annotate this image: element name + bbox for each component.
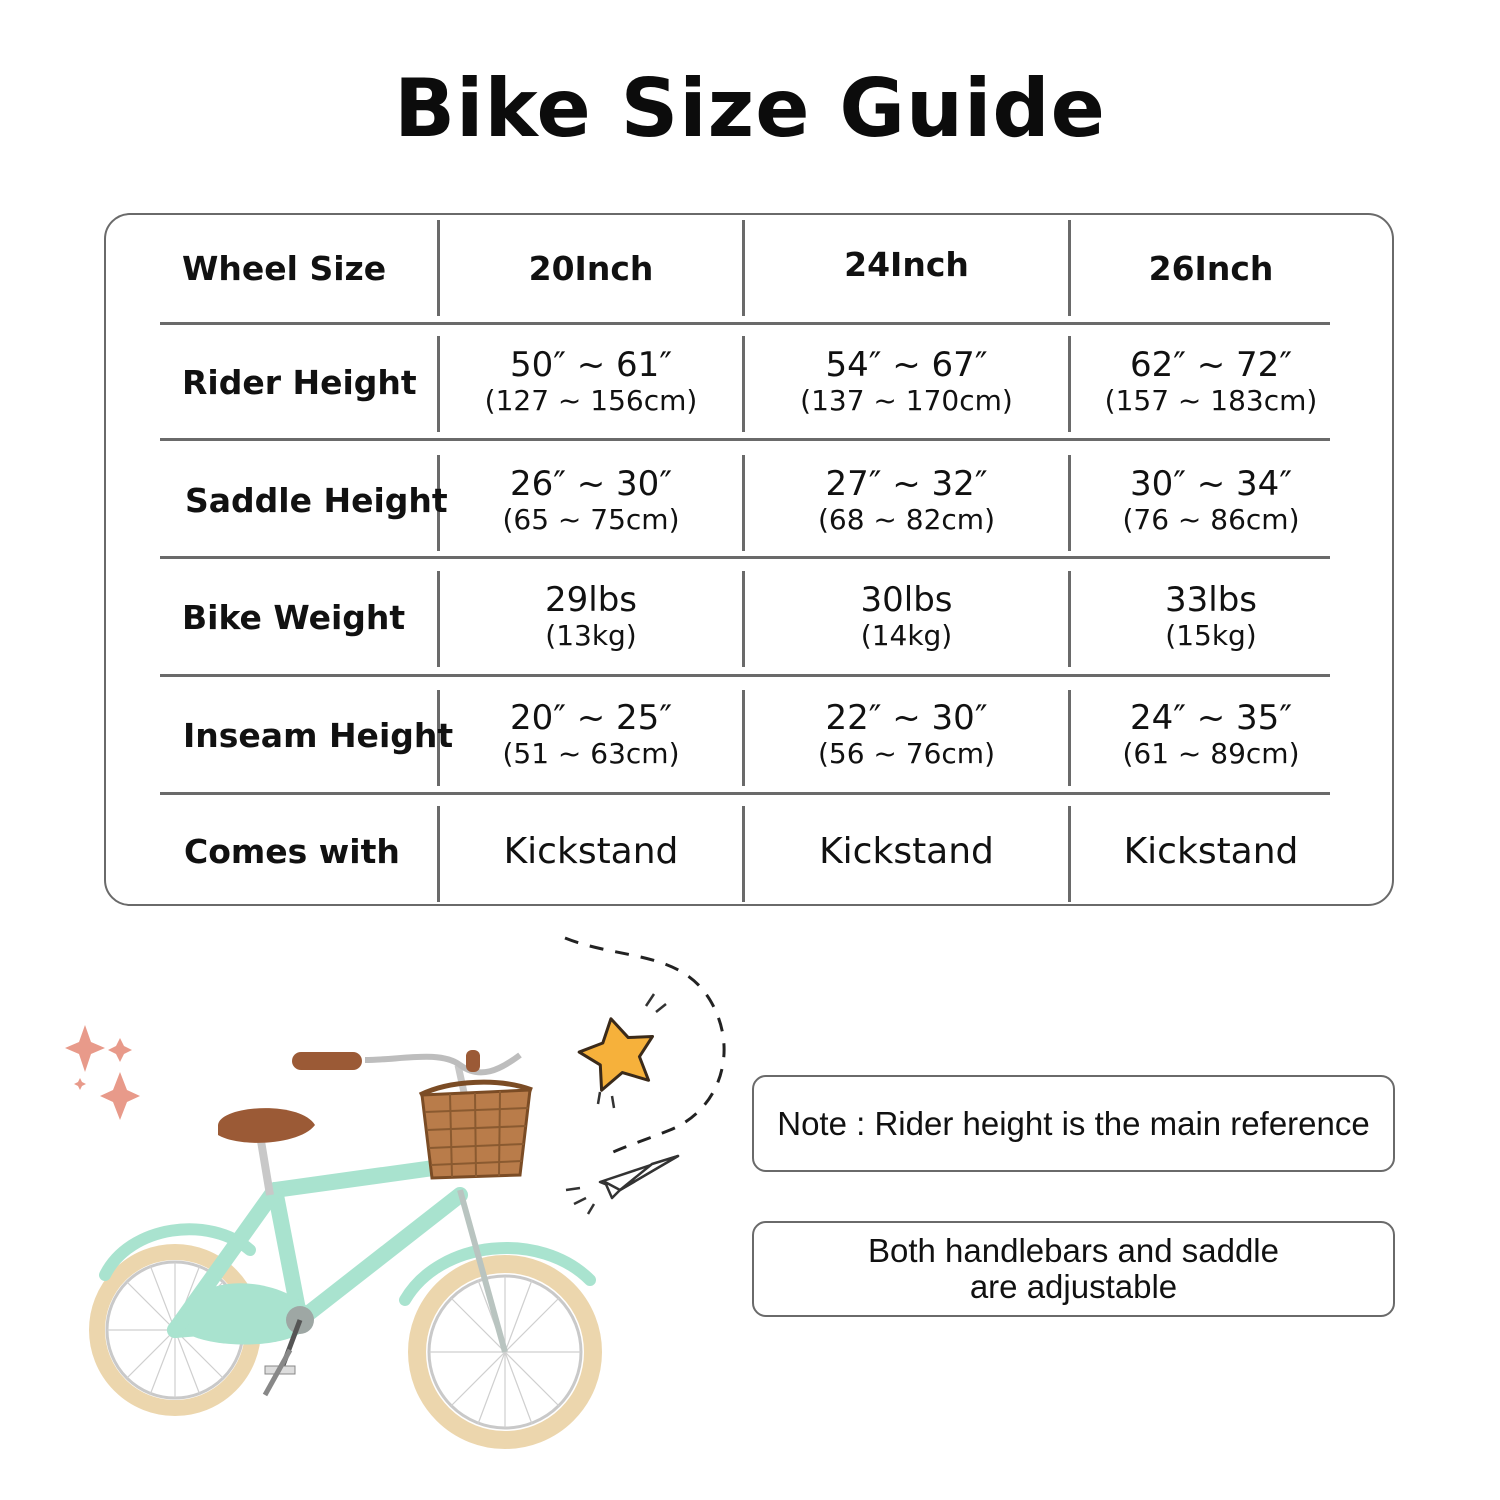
cell-value: 29lbs <box>544 580 637 620</box>
row-label-wheel-size: Wheel Size <box>182 248 387 288</box>
cell-value: 22″ ~ 30″ <box>825 698 988 738</box>
column-header-26inch: 26Inch <box>1148 248 1274 288</box>
row-divider <box>160 792 1330 795</box>
table-cell: Kickstand <box>819 830 994 872</box>
cell-subvalue: (15kg) <box>1165 619 1257 652</box>
bicycle-illustration <box>60 920 760 1480</box>
note-text-line-2: are adjustable <box>969 1268 1178 1305</box>
cell-subvalue: (137 ~ 170cm) <box>800 384 1013 417</box>
table-cell <box>1071 687 1351 783</box>
star-icon <box>574 994 666 1108</box>
cell-subvalue: (68 ~ 82cm) <box>817 503 996 536</box>
row-label-saddle-height: Saddle Height <box>185 480 448 520</box>
row-divider <box>160 556 1330 559</box>
row-divider <box>160 438 1330 441</box>
note-text-line-1: Both handlebars and saddle <box>868 1232 1279 1269</box>
cell-subvalue: (157 ~ 183cm) <box>1104 384 1318 417</box>
note-text: Note : Rider height is the main reference <box>777 1104 1370 1142</box>
note-rider-height <box>752 1075 1395 1172</box>
cell-value: 27″ ~ 32″ <box>825 464 988 504</box>
cell-value: 26″ ~ 30″ <box>509 464 673 504</box>
cell-subvalue: (76 ~ 86cm) <box>1122 503 1300 536</box>
bicycle-icon <box>97 1050 593 1440</box>
table-cell <box>440 569 742 665</box>
table-cell <box>1071 453 1351 549</box>
table-cell <box>440 453 742 549</box>
cell-value: 50″ ~ 61″ <box>509 345 673 385</box>
cell-subvalue: (56 ~ 76cm) <box>817 737 996 770</box>
cell-subvalue: (14kg) <box>860 619 953 652</box>
column-header-20inch: 20Inch <box>528 248 654 288</box>
paper-plane-icon <box>566 1156 678 1214</box>
cell-subvalue: (13kg) <box>545 619 637 652</box>
cell-subvalue: (127 ~ 156cm) <box>484 384 698 417</box>
table-cell <box>440 687 742 783</box>
cell-subvalue: (51 ~ 63cm) <box>502 737 680 770</box>
cell-value: 62″ ~ 72″ <box>1129 345 1293 385</box>
table-cell <box>1071 569 1351 665</box>
row-label-comes-with: Comes with <box>184 831 400 871</box>
row-divider <box>160 322 1330 325</box>
table-cell: Kickstand <box>503 830 679 872</box>
cell-subvalue: (65 ~ 75cm) <box>502 503 680 536</box>
row-label-inseam-height: Inseam Height <box>183 715 454 755</box>
row-label-rider-height: Rider Height <box>182 362 417 402</box>
page-title: Bike Size Guide <box>394 62 1106 155</box>
note-adjustable <box>752 1221 1395 1317</box>
table-cell <box>745 334 1068 430</box>
cell-subvalue: (61 ~ 89cm) <box>1122 737 1300 770</box>
cell-value: 54″ ~ 67″ <box>825 345 988 385</box>
cell-value: 24″ ~ 35″ <box>1129 698 1293 738</box>
table-cell <box>440 334 742 430</box>
row-label-bike-weight: Bike Weight <box>182 597 406 637</box>
table-cell <box>745 687 1068 783</box>
cell-value: 30lbs <box>860 580 953 620</box>
table-cell <box>745 453 1068 549</box>
sparkles-icon <box>65 1025 140 1120</box>
table-cell <box>1071 334 1351 430</box>
cell-value: 30″ ~ 34″ <box>1129 464 1293 504</box>
column-header-24inch: 24Inch <box>844 244 969 284</box>
cell-value: 33lbs <box>1164 580 1257 620</box>
table-cell: Kickstand <box>1123 830 1299 872</box>
table-cell <box>745 569 1068 665</box>
cell-value: 20″ ~ 25″ <box>509 698 673 738</box>
row-divider <box>160 674 1330 677</box>
